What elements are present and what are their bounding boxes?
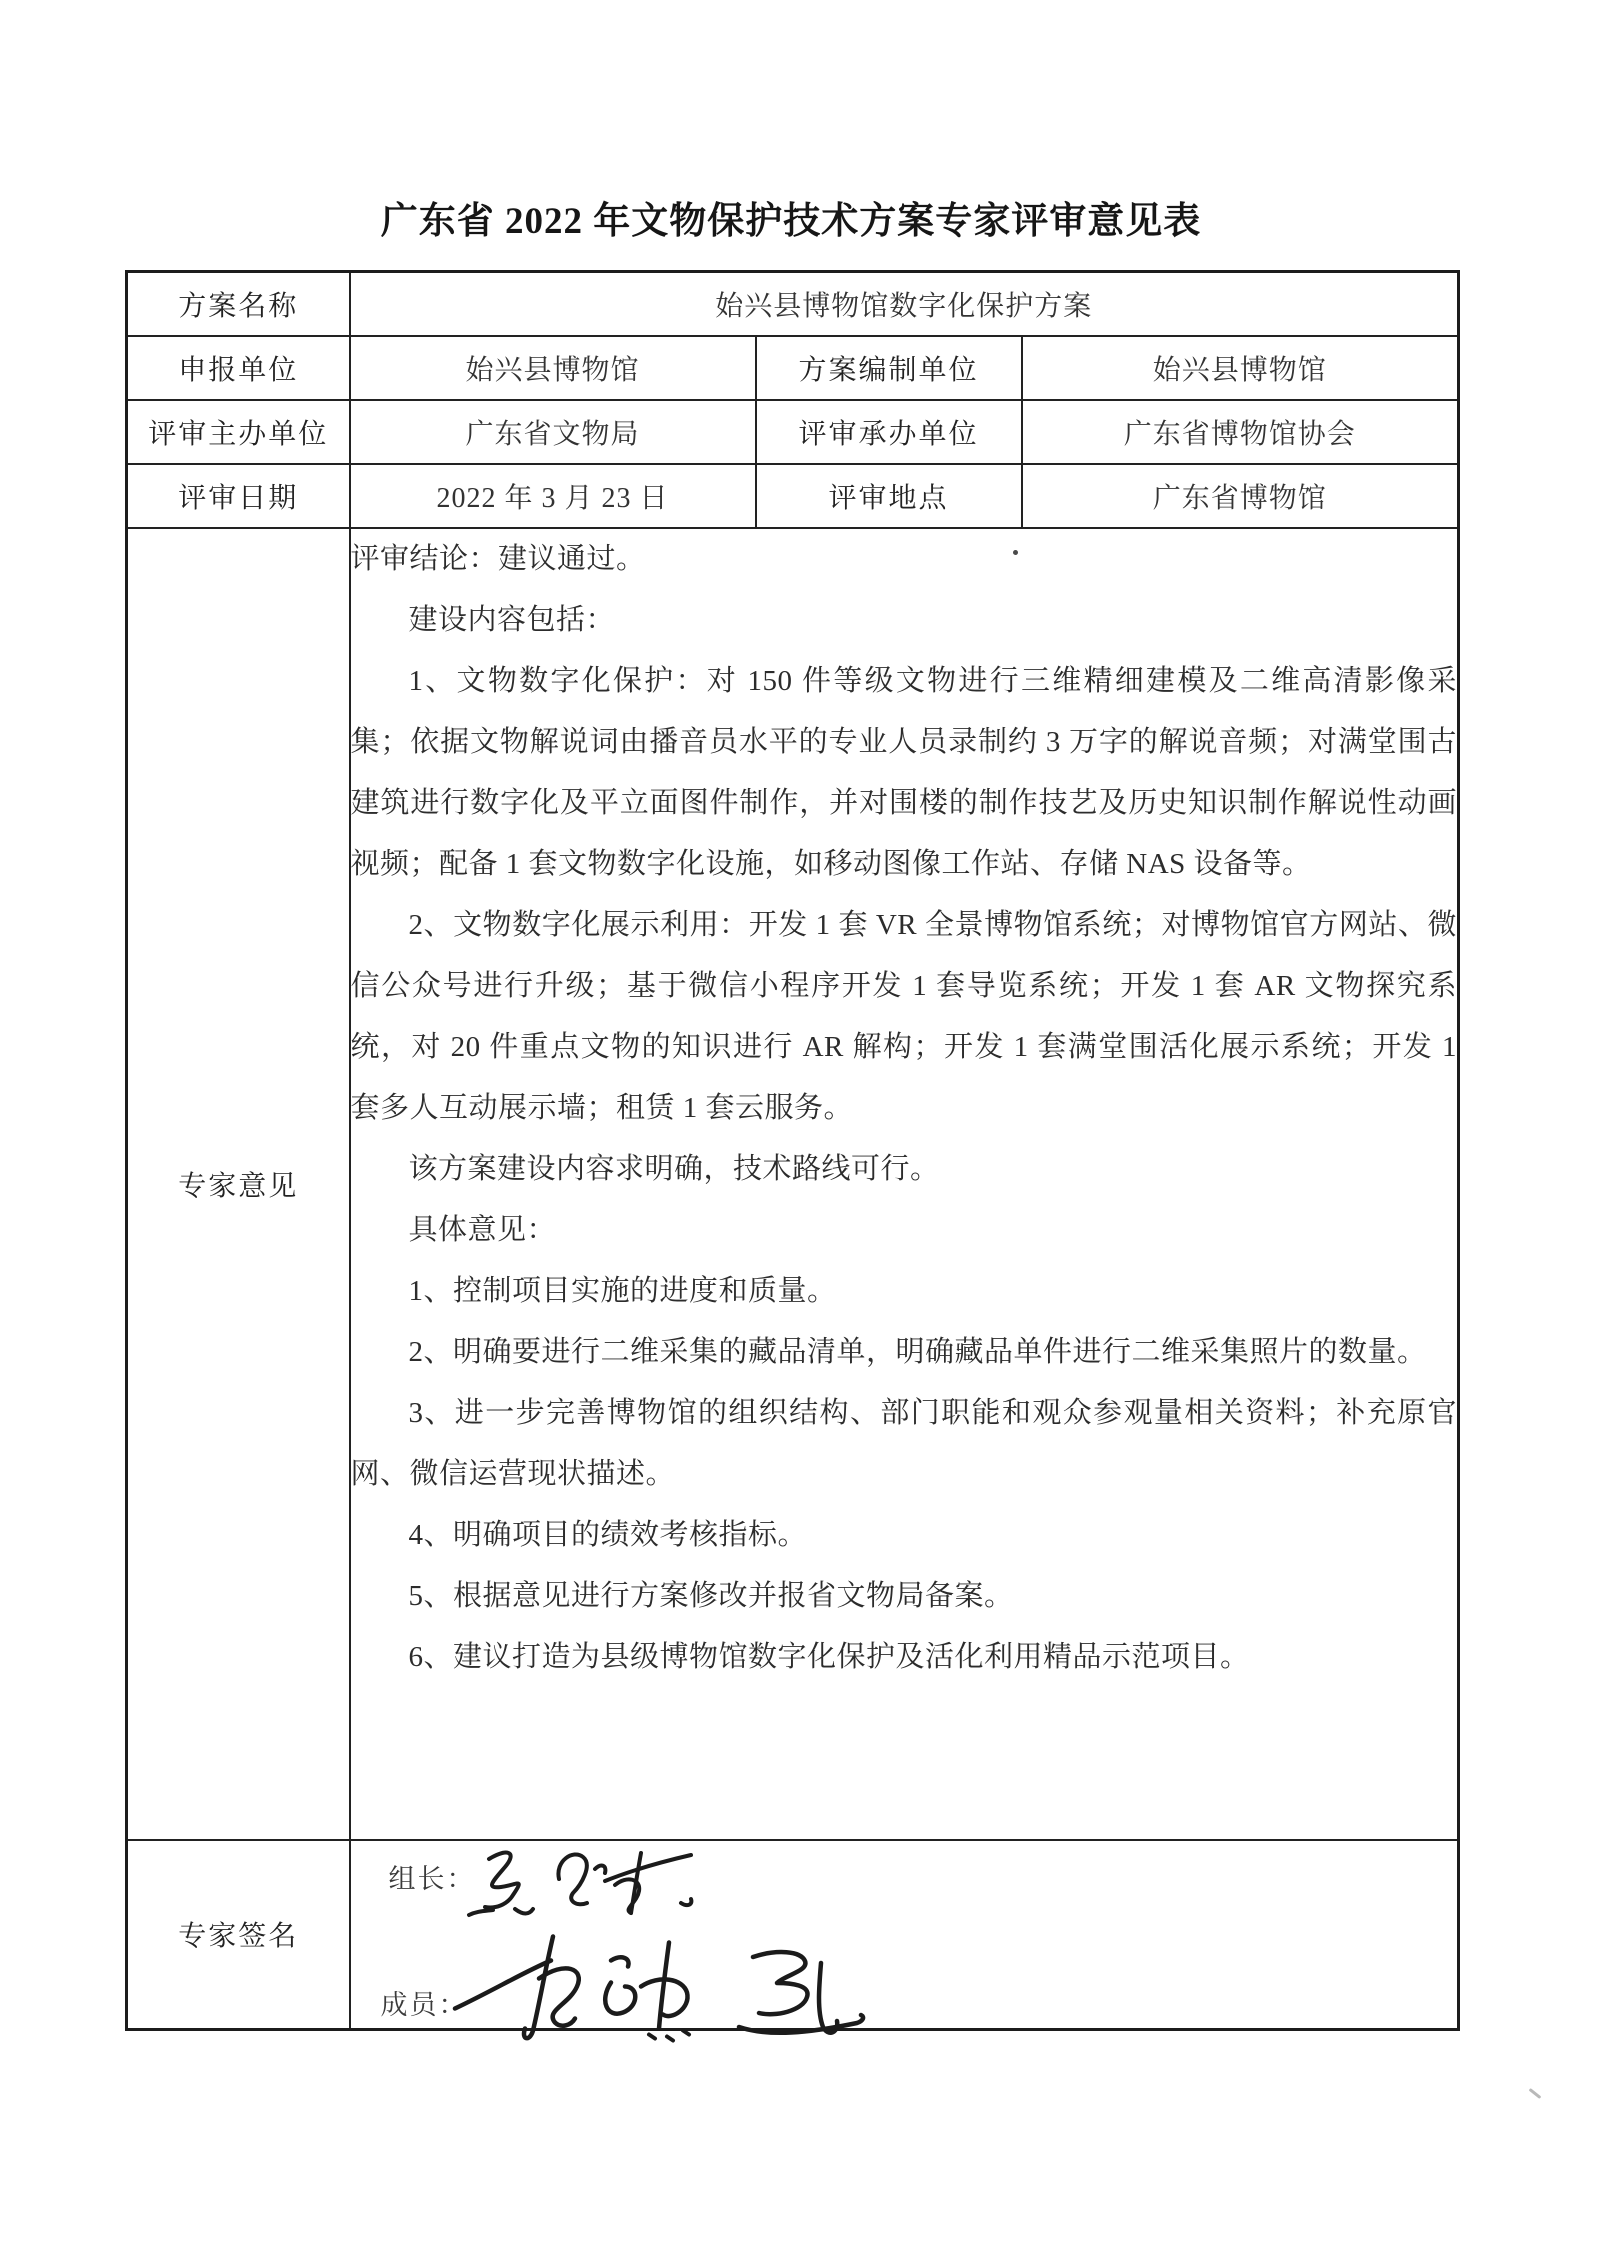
review-host-unit-label: 评审主办单位 (127, 400, 350, 464)
expert-opinion-label: 专家意见 (127, 528, 350, 1840)
plan-name-label: 方案名称 (127, 272, 350, 336)
plan-name-value: 始兴县博物馆数字化保护方案 (350, 272, 1459, 336)
review-place-label: 评审地点 (756, 464, 1022, 528)
member-label: 成员： (380, 1989, 468, 2020)
review-date-label: 评审日期 (127, 464, 350, 528)
opinion-paragraph: 3、进一步完善博物馆的组织结构、部门职能和观众参观量相关资料；补充原官网、微信运营现状描述。 (350, 1396, 1458, 1490)
scan-artifact-tick (1529, 2088, 1542, 2099)
opinion-paragraph: 建设内容包括： (408, 603, 616, 636)
table-row-units (127, 336, 1459, 400)
scan-artifact-dot (1013, 550, 1018, 555)
page-title: 广东省 2022 年文物保护技术方案专家评审意见表 (380, 201, 1202, 242)
review-organizing-unit-value: 广东省博物馆协会 (1022, 400, 1459, 464)
opinion-paragraph: 1、控制项目实施的进度和质量。 (408, 1274, 837, 1307)
review-organizing-unit-label: 评审承办单位 (756, 400, 1022, 464)
opinion-paragraph: 评审结论：建议通过。 (350, 542, 646, 575)
declaring-unit-label: 申报单位 (127, 336, 350, 400)
table-row-expert-signature (127, 1840, 1459, 2030)
leader-label: 组长： (388, 1863, 476, 1894)
opinion-paragraph: 该方案建设内容求明确，技术路线可行。 (408, 1152, 940, 1185)
plan-compiling-unit-label: 方案编制单位 (756, 336, 1022, 400)
expert-opinion-paragraphs (350, 528, 1459, 1840)
leader-signature-handwriting (455, 1845, 705, 1925)
table-row-expert-opinion (127, 528, 1459, 1840)
member-signature-2-handwriting (725, 1939, 875, 2043)
review-place-value: 广东省博物馆 (1022, 464, 1459, 528)
opinion-paragraph: 4、明确项目的绩效考核指标。 (408, 1518, 808, 1551)
review-table (125, 270, 1460, 2031)
opinion-paragraph: 2、明确要进行二维采集的藏品清单，明确藏品单件进行二维采集照片的数量。 (408, 1335, 1427, 1368)
opinion-paragraph: 1、文物数字化保护：对 150 件等级文物进行三维精细建模及二维高清影像采集；依据文物解说词由播音员水平的专业人员录制约 3 万字的解说音频；对满堂围古建筑进行数字化及平立面图件制作，并对围楼的制作技艺及历史知识制作解说性动画视频；配备 1 套文物数字化设施，如移动图像工作站、存储 NAS 设备等。 (350, 664, 1458, 880)
opinion-paragraph: 5、根据意见进行方案修改并报省文物局备案。 (408, 1579, 1014, 1612)
table-row-date-place (127, 464, 1459, 528)
review-date-value: 2022 年 3 月 23 日 (350, 464, 756, 528)
review-host-unit-value: 广东省文物局 (350, 400, 756, 464)
table-row-plan-name (127, 272, 1459, 336)
expert-signature-area (350, 1840, 1459, 2030)
expert-signature-label: 专家签名 (127, 1840, 350, 2030)
table-row-review-units (127, 400, 1459, 464)
opinion-paragraph: 具体意见： (408, 1213, 557, 1246)
opinion-paragraph: 2、文物数字化展示利用：开发 1 套 VR 全景博物馆系统；对博物馆官方网站、微信公众号进行升级；基于微信小程序开发 1 套导览系统；开发 1 套 AR 文物探究系统，对 20 件重点文物的知识进行 AR 解构；开发 1 套满堂围活化展示系统；开发 1 套多人互动展示墙；租赁 1 套云服务。 (350, 908, 1458, 1124)
member-signature-1-handwriting (443, 1927, 713, 2049)
plan-compiling-unit-value: 始兴县博物馆 (1022, 336, 1459, 400)
opinion-paragraph: 6、建议打造为县级博物馆数字化保护及活化利用精品示范项目。 (408, 1640, 1250, 1673)
declaring-unit-value: 始兴县博物馆 (350, 336, 756, 400)
